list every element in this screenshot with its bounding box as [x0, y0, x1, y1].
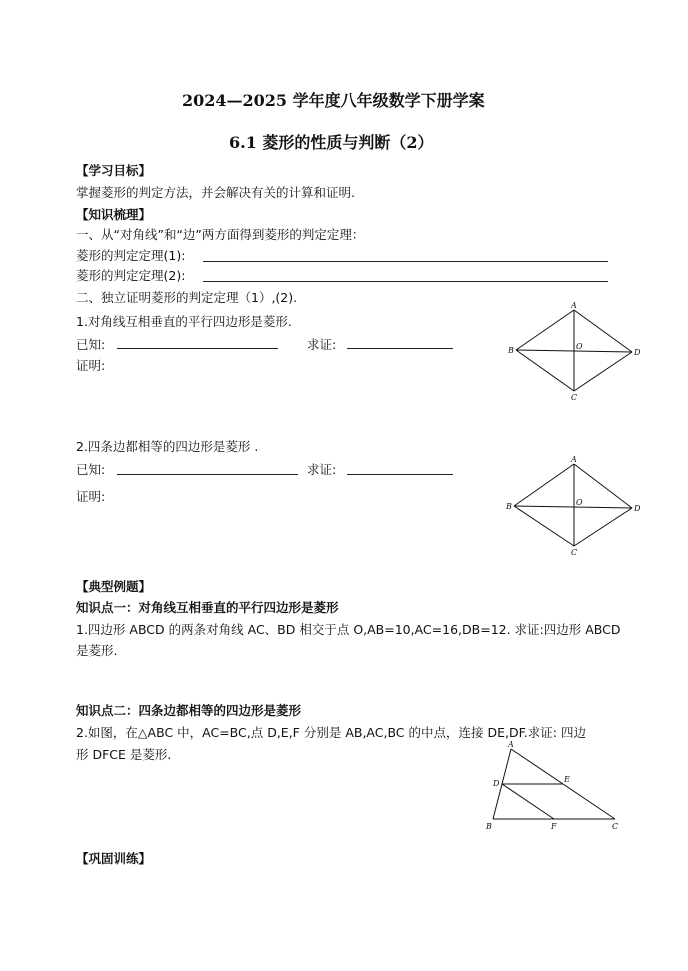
problem-2-line-1: 2.如图，在△ABC 中，AC=BC,点 D,E,F 分别是 AB,AC,BC 的中点，连接 DE,DF.求证: 四边: [76, 725, 586, 740]
center-label-o: O: [576, 498, 583, 507]
proof-1-prove-label: 求证:: [307, 337, 337, 352]
problem-1-line-1: 1.四边形 ABCD 的两条对角线 AC、BD 相交于点 O,AB=10,AC=16,DB=12. 求证:四边形 ABCD: [76, 622, 621, 637]
knowledge-point-2-title: 知识点二：四条边都相等的四边形是菱形: [76, 703, 302, 718]
page-subtitle: 6.1 菱形的性质与判断（2）: [229, 133, 434, 152]
vertex-label-c: C: [612, 822, 619, 831]
review-item-2: 二、独立证明菱形的判定定理（1）,(2).: [76, 290, 298, 305]
vertex-label-d: D: [634, 504, 641, 513]
side-ad: [574, 310, 632, 352]
problem-2-line-2: 形 DFCE 是菱形.: [76, 747, 172, 762]
vertex-label-a: A: [571, 301, 577, 310]
triangle-figure: [480, 740, 630, 832]
theorem-1-blank[interactable]: [203, 261, 608, 262]
vertex-label-b: B: [508, 346, 514, 355]
side-cb: [514, 506, 574, 546]
proof-2-statement: 2.四条边都相等的四边形是菱形 .: [76, 439, 259, 454]
rhombus-figure-1: [500, 300, 650, 405]
proof-1-given-blank[interactable]: [117, 348, 278, 349]
side-dc: [574, 508, 632, 546]
page-title: 2024—2025 学年度八年级数学下册学案: [182, 91, 485, 110]
proof-1-statement: 1.对角线互相垂直的平行四边形是菱形.: [76, 314, 292, 329]
center-label-o: O: [576, 342, 583, 351]
proof-2-proof-label: 证明:: [76, 489, 106, 504]
proof-2-given-blank[interactable]: [117, 474, 298, 475]
problem-1-line-2: 是菱形.: [76, 643, 118, 658]
vertex-label-a: A: [508, 740, 514, 749]
proof-2-prove-label: 求证:: [307, 462, 337, 477]
side-ba: [514, 464, 574, 506]
proof-2-given-label: 已知:: [76, 462, 106, 477]
side-ba: [516, 310, 574, 350]
vertex-label-c: C: [571, 393, 578, 402]
side-ad: [574, 464, 632, 508]
examples-heading: 【典型例题】: [76, 579, 152, 594]
goals-heading: 【学习目标】: [76, 163, 152, 178]
side-dc: [574, 352, 632, 391]
proof-1-given-label: 已知:: [76, 337, 106, 352]
knowledge-point-1-title: 知识点一：对角线互相垂直的平行四边形是菱形: [76, 600, 339, 615]
theorem-1-label: 菱形的判定定理(1):: [76, 248, 186, 263]
diagonal-bd: [514, 506, 632, 508]
proof-1-prove-blank[interactable]: [347, 348, 453, 349]
proof-1-proof-label: 证明:: [76, 358, 106, 373]
theorem-2-blank[interactable]: [203, 281, 608, 282]
vertex-label-b: B: [486, 822, 492, 831]
point-label-f: F: [551, 822, 557, 831]
segment-df: [502, 784, 554, 819]
practice-heading: 【巩固训练】: [76, 851, 152, 866]
vertex-label-c: C: [571, 548, 578, 557]
review-heading: 【知识梳理】: [76, 207, 152, 222]
point-label-d: D: [493, 779, 500, 788]
goals-text: 掌握菱形的判定方法，并会解决有关的计算和证明.: [76, 185, 355, 200]
proof-2-prove-blank[interactable]: [347, 474, 453, 475]
point-label-e: E: [564, 775, 570, 784]
theorem-2-label: 菱形的判定定理(2):: [76, 268, 186, 283]
review-item-1: 一、从“对角线”和“边”两方面得到菱形的判定定理：: [76, 227, 365, 242]
vertex-label-d: D: [634, 348, 641, 357]
side-cb: [516, 350, 574, 391]
rhombus-figure-2: [500, 452, 650, 557]
vertex-label-b: B: [506, 502, 512, 511]
vertex-label-a: A: [571, 455, 577, 464]
